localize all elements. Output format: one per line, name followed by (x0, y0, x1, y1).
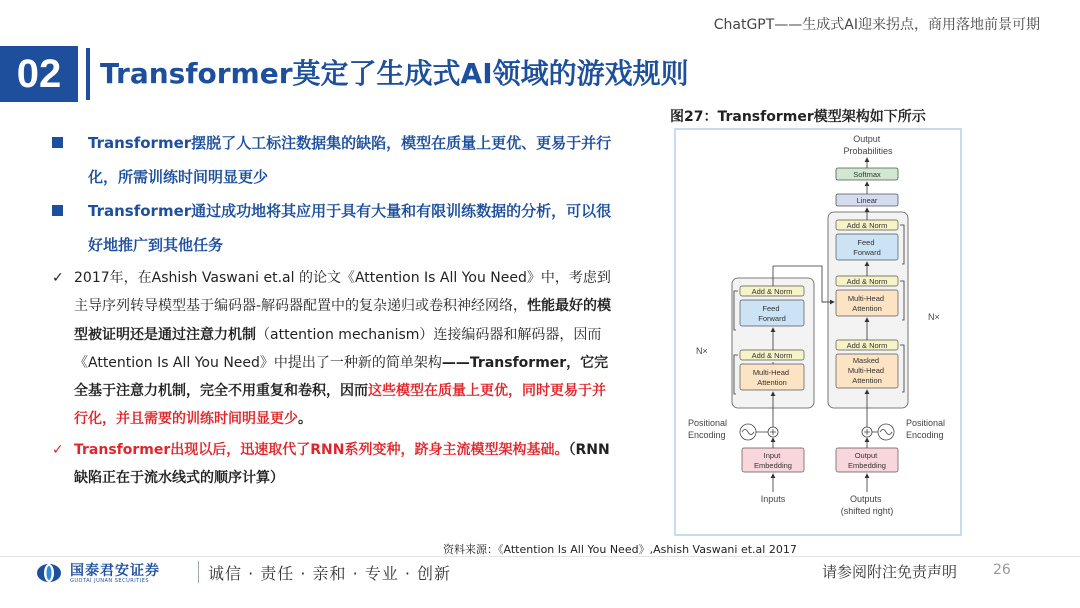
page-number: 26 (993, 562, 1011, 578)
check-item (52, 436, 612, 493)
feed-forward-label: Feed Forward (853, 238, 881, 257)
add-norm-label: Add & Norm (846, 341, 888, 350)
company-slogan: 诚信 · 责任 · 亲和 · 专业 · 创新 (208, 564, 452, 583)
content-list (52, 126, 612, 492)
multi-head-attention-label: Multi-Head Attention (752, 368, 790, 387)
output-embedding-label: Output Embedding (848, 451, 886, 470)
logo-mark-icon (36, 563, 62, 583)
linear-label: Linear (856, 196, 878, 205)
outputs-label: Outputs (shifted right) (840, 494, 894, 516)
checkmark-icon: ✓ (52, 441, 64, 458)
decoder-nx-label: N× (928, 312, 940, 322)
check-item (52, 264, 612, 434)
square-bullet-icon (52, 126, 63, 160)
section-number: 02 (0, 46, 78, 102)
logo-name: 国泰君安证券 (70, 563, 160, 579)
input-embedding-label: Input Embedding (754, 451, 792, 470)
feed-forward-label: Feed Forward (758, 304, 786, 323)
header-text: ChatGPT——生成式AI迎来拐点，商用落地前景可期 (713, 17, 1040, 33)
footer-divider (0, 556, 1080, 557)
bullet-item (52, 126, 612, 194)
softmax-label: Softmax (853, 170, 881, 179)
slide-title: Transformer莫定了生成式AI领域的游戏规则 (100, 57, 689, 90)
multi-head-attention-label: Multi-Head Attention (847, 294, 885, 313)
add-norm-label: Add & Norm (751, 351, 793, 360)
figure-caption: 图27：Transformer模型架构如下所示 (670, 109, 926, 125)
square-bullet-icon (52, 194, 63, 228)
positional-encoding-label: Positional Encoding (688, 418, 728, 440)
check-text: 2017年，在Ashish Vaswani et.al 的论文《Attention Is All You Need》中，考虑到主导序列转导模型基于编码器-解码器配置中的复杂递归或卷积神经网络，性能最好的模型被证明还是通过注意力机制（attention mechanism）连接编码器和解码器，因而《Attention Is All You Need》中提出了一种新的简单架构——Transformer，它完全基于注意力机制，完全不用重复和卷积，因而这些模型在质量上更优，同时更易于并行化，并且需要的训练时间明显更少。 (74, 270, 612, 428)
bullet-text: Transformer通过成功地将其应用于具有大量和有限训练数据的分析，可以很好地推广到其他任务 (88, 202, 612, 254)
bullet-item (52, 194, 612, 262)
transformer-diagram (674, 128, 962, 536)
add-norm-label: Add & Norm (846, 277, 888, 286)
encoder-nx-label: N× (696, 346, 708, 356)
footer-separator (198, 561, 199, 583)
company-logo (36, 560, 196, 586)
inputs-label: Inputs (760, 494, 786, 504)
output-probabilities-label: Output Probabilities (843, 134, 893, 156)
bullet-text: Transformer摆脱了人工标注数据集的缺陷，模型在质量上更优、更易于并行化，所需训练时间明显更少 (88, 134, 612, 186)
masked-attention-label: Masked Multi-Head Attention (847, 356, 885, 385)
add-norm-label: Add & Norm (846, 221, 888, 230)
add-norm-label: Add & Norm (751, 287, 793, 296)
figure-source: 资料来源：《Attention Is All You Need》,Ashish Vaswani et.al 2017 (443, 543, 797, 556)
check-text: Transformer出现以后，迅速取代了RNN系列变种，跻身主流模型架构基础。（RNN缺陷正在于流水线式的顺序计算） (74, 441, 610, 487)
section-divider (86, 48, 90, 100)
checkmark-icon: ✓ (52, 270, 64, 286)
disclaimer-note: 请参阅附注免责声明 (822, 563, 958, 581)
positional-encoding-label: Positional Encoding (906, 418, 946, 440)
logo-subtitle: GUOTAI JUNAN SECURITIES (70, 578, 150, 584)
